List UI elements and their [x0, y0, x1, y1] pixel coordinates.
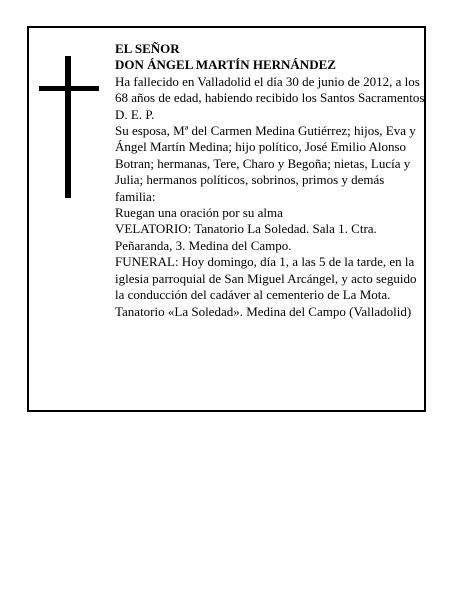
notice-title-line2: DON ÁNGEL MARTÍN HERNÁNDEZ	[115, 57, 336, 73]
cross-horizontal-bar	[39, 86, 99, 91]
tanatorio-line: Tanatorio «La Soledad». Medina del Campo (Valladolid)	[115, 303, 412, 319]
notice-title-line1: EL SEÑOR	[115, 41, 180, 56]
family-list: Su esposa, Mª del Carmen Medina Gutiérrez; hijos, Eva y Ángel Martín Medina; hijo político, José Emilio Alonso Botran; hermanas, Tere, Charo y Begoña; nietas, Lucía y Julia; hermanos políticos, sobrinos, primos y demás familia:	[115, 123, 416, 204]
obituary-notice	[27, 26, 426, 412]
funeral-info: FUNERAL: Hoy domingo, día 1, a las 5 de la tarde, en la iglesia parroquial de San Miguel Arcángel, y acto seguido la conducción del cadáver al cementerio de La Mota.	[115, 254, 417, 303]
dep-text: D. E. P.	[115, 106, 155, 122]
notice-text	[115, 41, 427, 320]
prayer-request: Ruegan una oración por su alma	[115, 205, 283, 221]
velatorio-info: VELATORIO: Tanatorio La Soledad. Sala 1. Ctra. Peñaranda, 3. Medina del Campo.	[115, 221, 377, 253]
cross-icon	[39, 56, 99, 198]
cross-vertical-bar	[65, 56, 71, 198]
death-announcement: Ha fallecido en Valladolid el día 30 de junio de 2012, a los 68 años de edad, habiendo recibido los Santos Sacramentos	[115, 73, 425, 106]
